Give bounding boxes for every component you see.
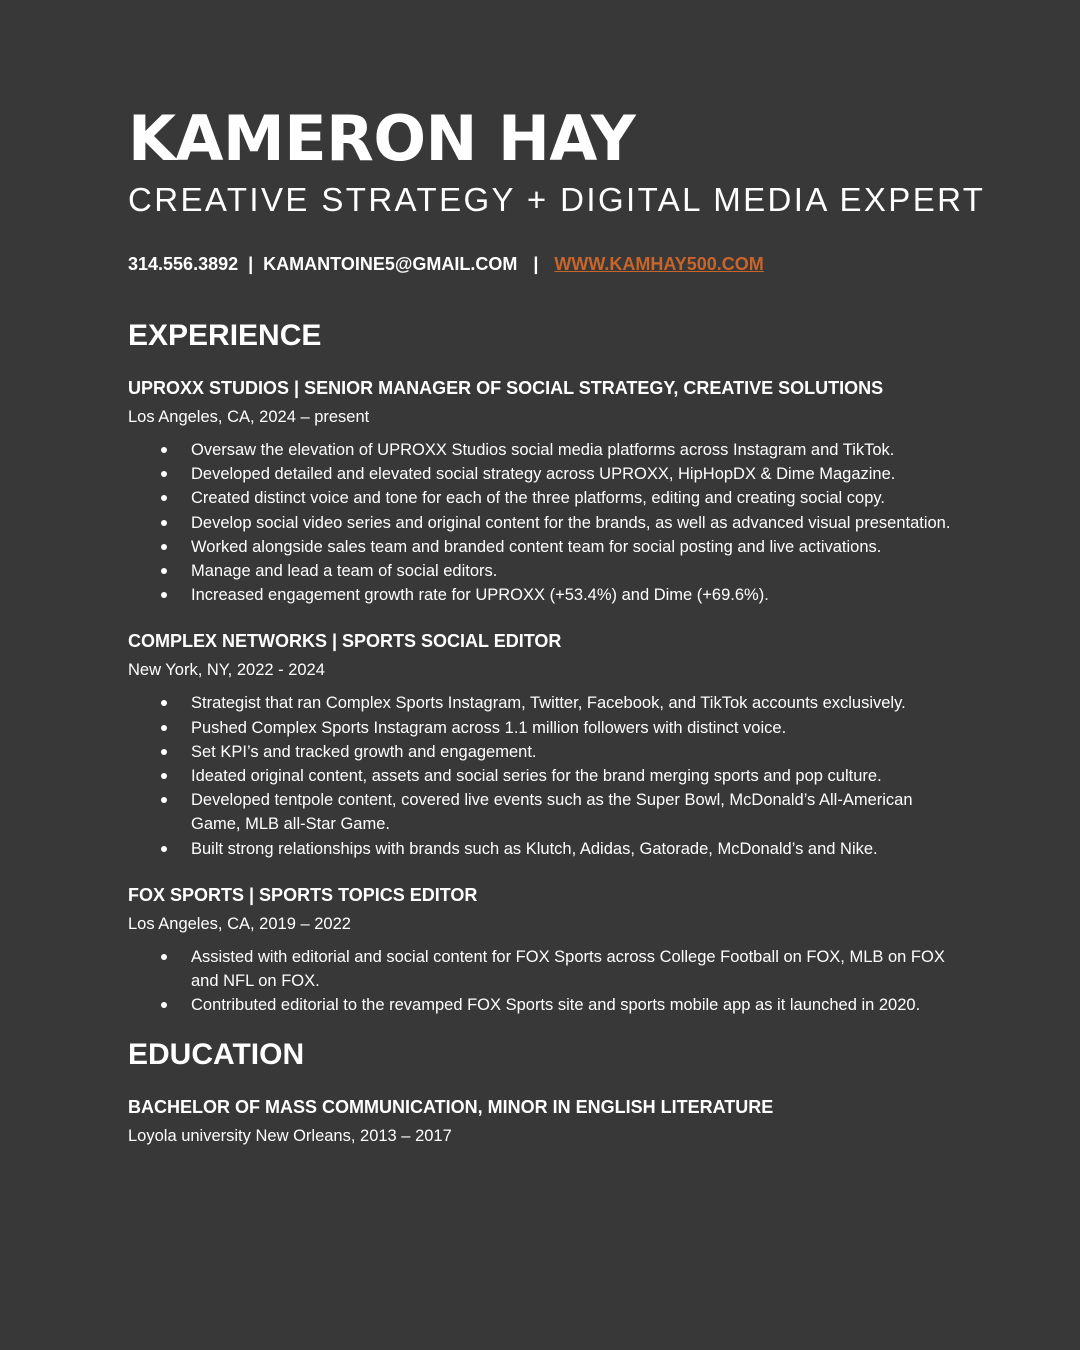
bullet-item: Assisted with editorial and social content for FOX Sports across College Football on FOX, MLB on FOX and NFL on FOX. bbox=[128, 945, 958, 993]
job-title: FOX SPORTS | SPORTS TOPICS EDITOR bbox=[128, 884, 478, 905]
job-bullets bbox=[128, 438, 958, 607]
degree-title: BACHELOR OF MASS COMMUNICATION, MINOR IN ENGLISH LITERATURE bbox=[128, 1097, 774, 1118]
bullet-item: Created distinct voice and tone for each of the three platforms, editing and creating social copy. bbox=[128, 486, 958, 510]
separator: | bbox=[533, 254, 539, 274]
email-address[interactable]: KAMANTOINE5@GMAIL.COM bbox=[263, 254, 518, 274]
job-location-dates: Los Angeles, CA, 2019 – 2022 bbox=[128, 914, 351, 933]
job-entry bbox=[128, 883, 958, 1018]
job-entry bbox=[128, 629, 958, 860]
job-title: UPROXX STUDIOS | SENIOR MANAGER OF SOCIAL STRATEGY, CREATIVE SOLUTIONS bbox=[128, 378, 884, 398]
school-dates: Loyola university New Orleans, 2013 – 2017 bbox=[128, 1127, 452, 1146]
bullet-item: Manage and lead a team of social editors. bbox=[128, 559, 958, 583]
bullet-item: Developed tentpole content, covered live events such as the Super Bowl, McDonald’s All-American Game, MLB all-Star Game. bbox=[128, 788, 958, 836]
bullet-item: Ideated original content, assets and social series for the brand merging sports and pop culture. bbox=[128, 764, 958, 788]
bullet-item: Set KPI’s and tracked growth and engagement. bbox=[128, 740, 958, 764]
candidate-name: KAMERON HAY bbox=[128, 102, 636, 175]
candidate-tagline: CREATIVE STRATEGY + DIGITAL MEDIA EXPERT bbox=[128, 181, 986, 218]
job-title: COMPLEX NETWORKS | SPORTS SOCIAL EDITOR bbox=[128, 631, 562, 652]
experience-heading: EXPERIENCE bbox=[128, 319, 322, 352]
phone-number: 314.556.3892 bbox=[128, 254, 239, 274]
job-bullets bbox=[128, 691, 958, 860]
bullet-item: Pushed Complex Sports Instagram across 1.1 million followers with distinct voice. bbox=[128, 716, 958, 740]
job-entry bbox=[128, 376, 958, 607]
bullet-item: Oversaw the elevation of UPROXX Studios social media platforms across Instagram and TikTok. bbox=[128, 438, 958, 462]
job-location-dates: Los Angeles, CA, 2024 – present bbox=[128, 408, 370, 426]
resume-page bbox=[128, 100, 986, 1147]
bullet-item: Developed detailed and elevated social strategy across UPROXX, HipHopDX & Dime Magazine. bbox=[128, 462, 958, 486]
bullet-item: Contributed editorial to the revamped FOX Sports site and sports mobile app as it launched in 2020. bbox=[128, 993, 958, 1017]
bullet-item: Increased engagement growth rate for UPROXX (+53.4%) and Dime (+69.6%). bbox=[128, 583, 958, 607]
job-location-dates: New York, NY, 2022 - 2024 bbox=[128, 661, 325, 680]
contact-line bbox=[128, 252, 958, 276]
separator: | bbox=[248, 254, 254, 274]
website-link[interactable]: WWW.KAMHAY500.COM bbox=[554, 254, 764, 274]
bullet-item: Strategist that ran Complex Sports Instagram, Twitter, Facebook, and TikTok accounts exclusively. bbox=[128, 691, 958, 715]
bullet-item: Worked alongside sales team and branded content team for social posting and live activations. bbox=[128, 535, 958, 559]
bullet-item: Develop social video series and original content for the brands, as well as advanced visual presentation. bbox=[128, 511, 958, 535]
education-entry bbox=[128, 1095, 958, 1147]
education-heading: EDUCATION bbox=[128, 1038, 305, 1072]
bullet-item: Built strong relationships with brands such as Klutch, Adidas, Gatorade, McDonald’s and Nike. bbox=[128, 837, 958, 861]
job-bullets bbox=[128, 945, 958, 1018]
